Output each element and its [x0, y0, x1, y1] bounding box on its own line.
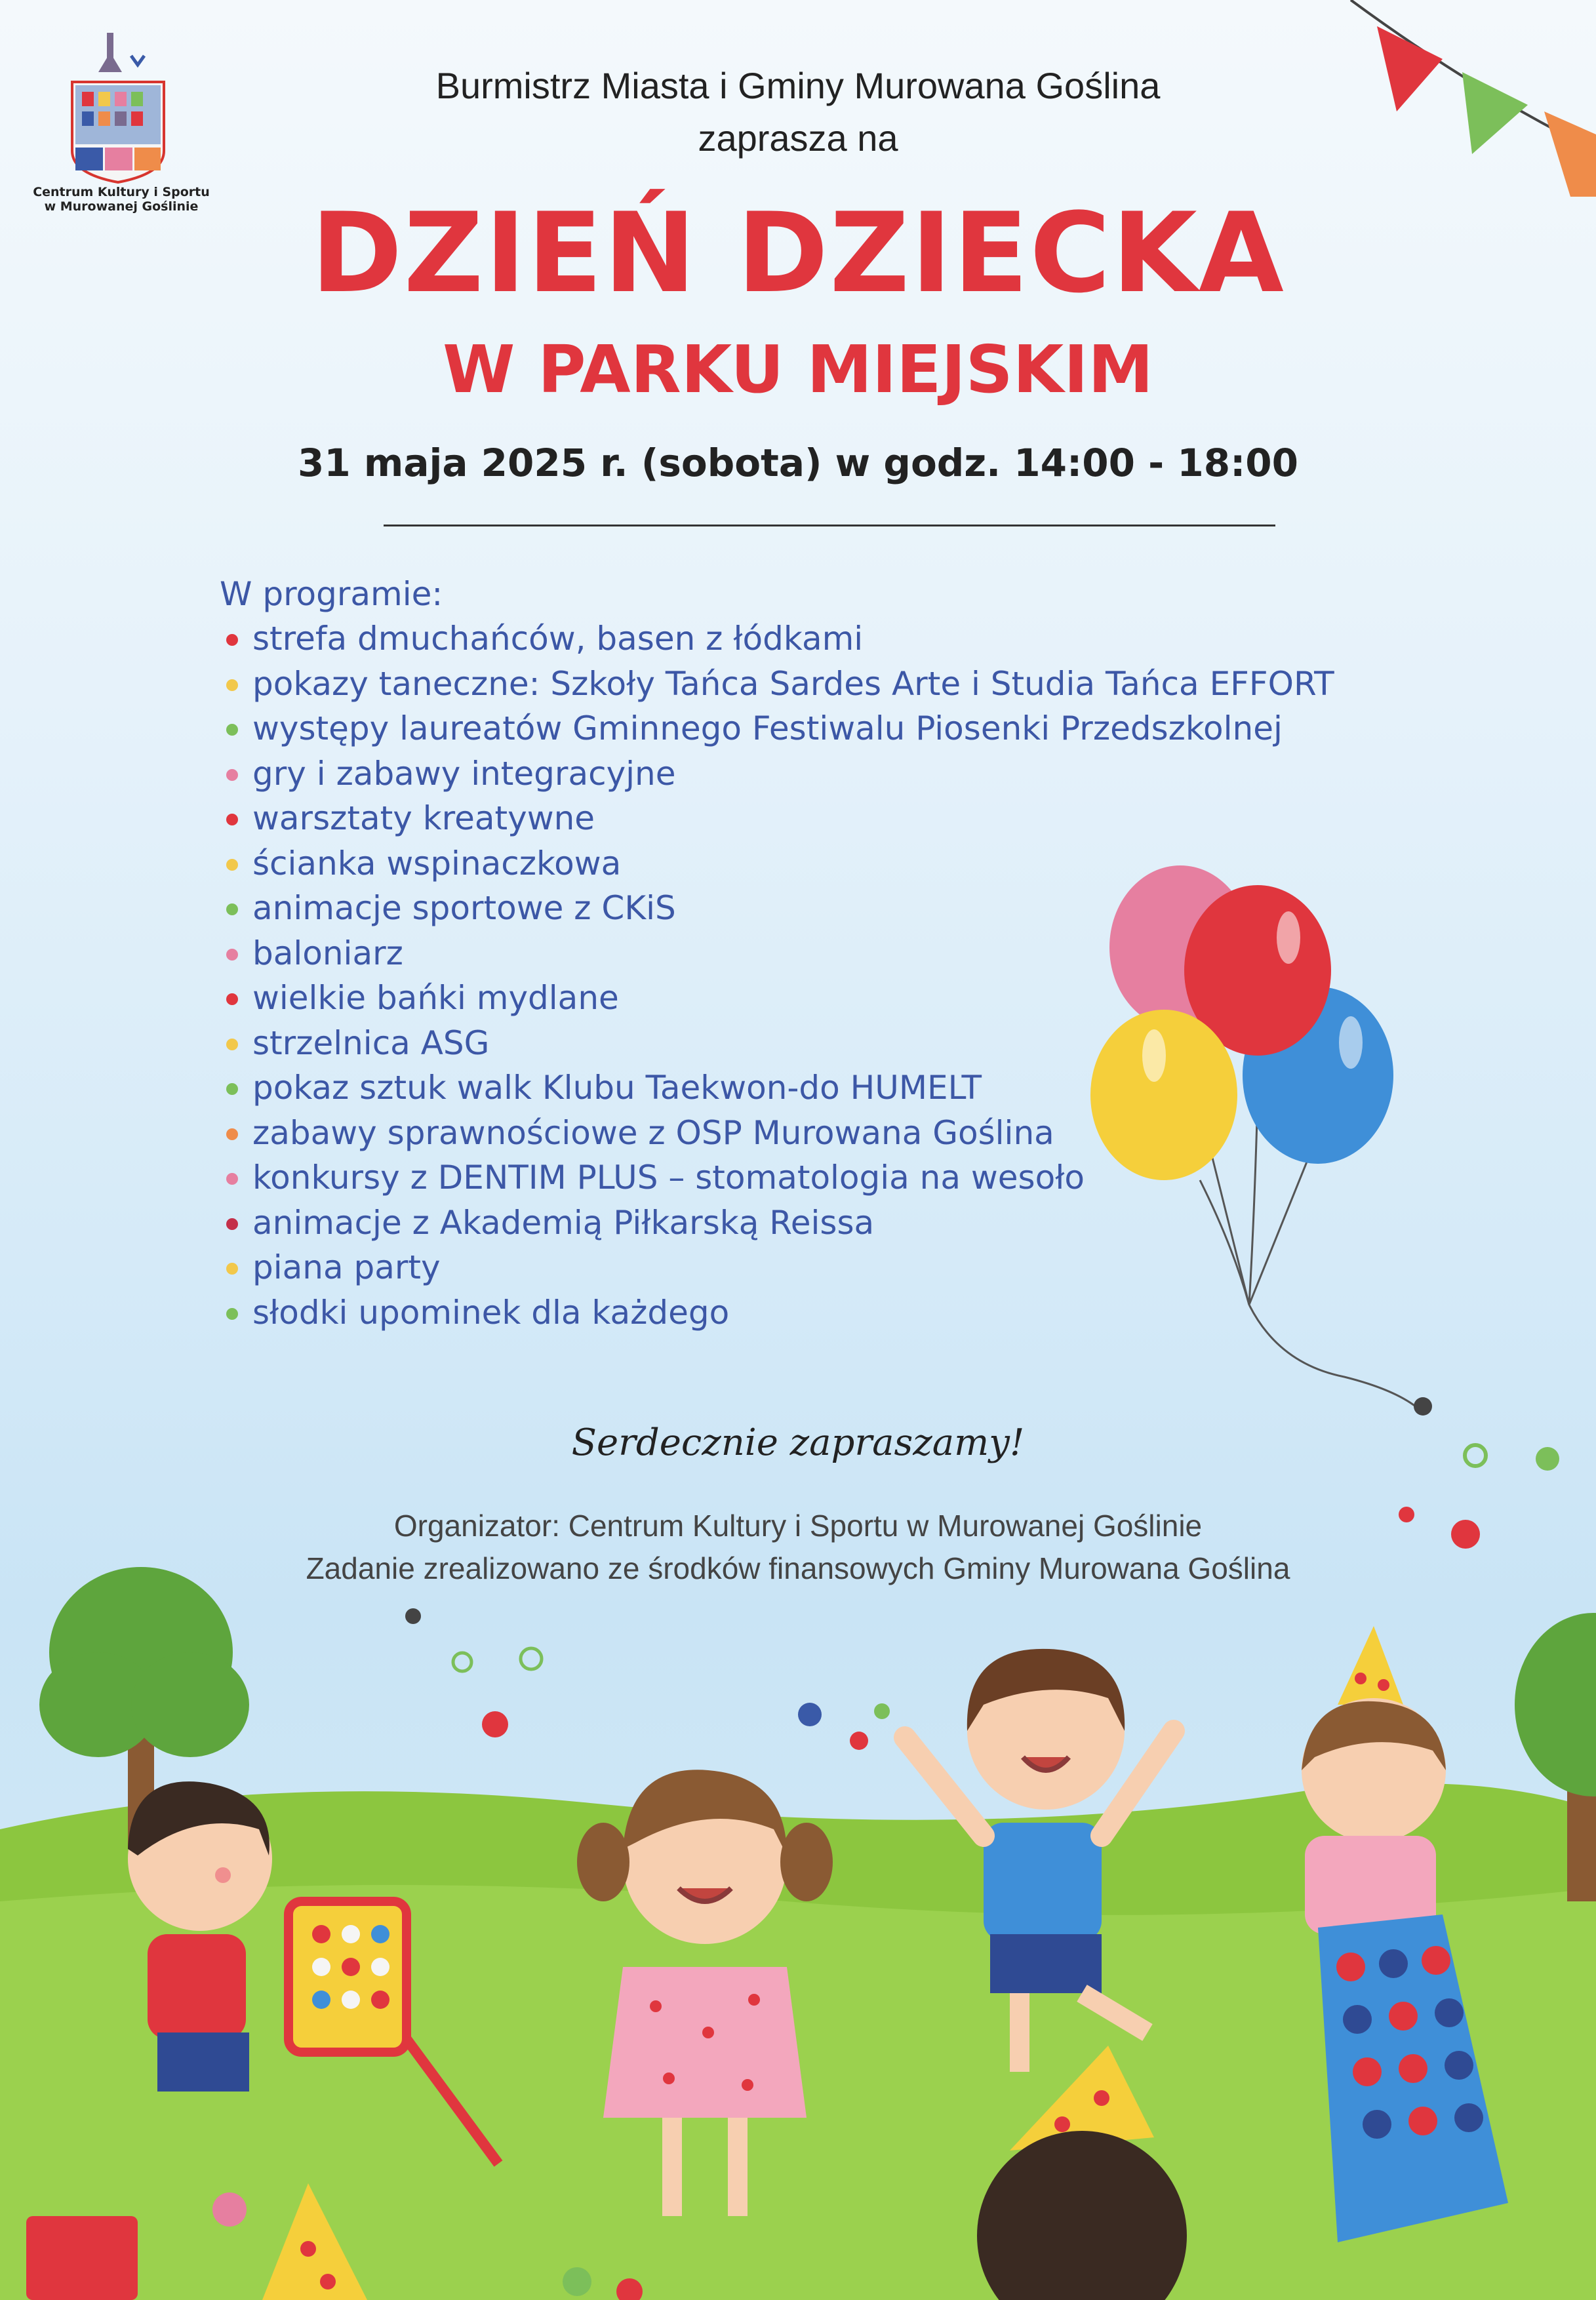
list-item-label: animacje sportowe z CKiS [252, 889, 676, 927]
list-item [220, 751, 1400, 797]
bullet-icon [226, 1083, 238, 1095]
logo-caption-line1: Centrum Kultury i Sportu [33, 185, 210, 199]
bullet-icon [226, 1173, 238, 1185]
list-item [220, 841, 1400, 886]
bullet-icon [226, 1128, 238, 1140]
closing-text: Serdecznie zapraszamy! [571, 1421, 1025, 1464]
bullet-icon [226, 724, 238, 736]
list-item-label: baloniarz [252, 934, 403, 972]
list-item-label: gry i zabawy integracyjne [252, 754, 676, 793]
list-item [220, 796, 1400, 841]
list-item-label: pokaz sztuk walk Klubu Taekwon-do HUMELT [252, 1069, 982, 1107]
page-title: DZIEŃ DZIECKA [311, 189, 1285, 317]
bullet-icon [226, 949, 238, 961]
list-item-label: warsztaty kreatywne [252, 799, 595, 837]
invite-line1: Burmistrz Miasta i Gminy Murowana Goślina [435, 65, 1161, 106]
bullet-icon [226, 859, 238, 871]
list-item [220, 1290, 1400, 1336]
program-heading: W programie: [220, 575, 443, 613]
list-item-label: wielkie bańki mydlane [252, 979, 619, 1017]
list-item-label: konkursy z DENTIM PLUS – stomatologia na wesoło [252, 1159, 1085, 1197]
list-item-label: występy laureatów Gminnego Festiwalu Piosenki Przedszkolnej [252, 709, 1283, 747]
organizer-text: Organizator: Centrum Kultury i Sportu w Murowanej Goślinie [393, 1509, 1203, 1543]
bullet-icon [226, 1039, 238, 1050]
list-item [220, 1065, 1400, 1111]
list-item [220, 886, 1400, 931]
list-item [220, 1155, 1400, 1200]
logo-caption-line2: w Murowanej Goślinie [44, 199, 199, 214]
program-list [220, 616, 1400, 1335]
divider [384, 525, 1275, 526]
list-item-label: strzelnica ASG [252, 1023, 490, 1062]
list-item-label: pokazy taneczne: Szkoły Tańca Sardes Arte i Studia Tańca EFFORT [252, 664, 1334, 703]
bullet-icon [226, 1263, 238, 1275]
list-item [220, 1200, 1400, 1246]
list-item-label: animacje z Akademią Piłkarską Reissa [252, 1203, 875, 1242]
list-item-label: ścianka wspinaczkowa [252, 844, 622, 882]
list-item [220, 976, 1400, 1021]
list-item [220, 1245, 1400, 1290]
bullet-icon [226, 814, 238, 825]
list-item [220, 931, 1400, 976]
bullet-icon [226, 634, 238, 646]
invite-line2: zaprasza na [698, 117, 898, 159]
bullet-icon [226, 769, 238, 781]
list-item [220, 706, 1400, 751]
bullet-icon [226, 1218, 238, 1230]
list-item-label: zabawy sprawnościowe z OSP Murowana Goślina [252, 1113, 1054, 1152]
bullet-icon [226, 1308, 238, 1320]
list-item-label: piana party [252, 1248, 441, 1286]
list-item [220, 662, 1400, 707]
list-item-label: słodki upominek dla każdego [252, 1293, 730, 1332]
page-subtitle: W PARKU MIEJSKIM [443, 331, 1153, 408]
bullet-icon [226, 679, 238, 691]
event-date: 31 maja 2025 r. (sobota) w godz. 14:00 - 18:00 [297, 441, 1298, 485]
list-item-label: strefa dmuchańców, basen z łódkami [252, 620, 864, 658]
bullet-icon [226, 993, 238, 1005]
list-item [220, 616, 1400, 662]
program-section [220, 572, 1400, 1335]
list-item [220, 1021, 1400, 1066]
list-item [220, 1111, 1400, 1156]
funding-text: Zadanie zrealizowano ze środków finansowych Gminy Murowana Goślina [306, 1551, 1290, 1585]
bullet-icon [226, 903, 238, 915]
